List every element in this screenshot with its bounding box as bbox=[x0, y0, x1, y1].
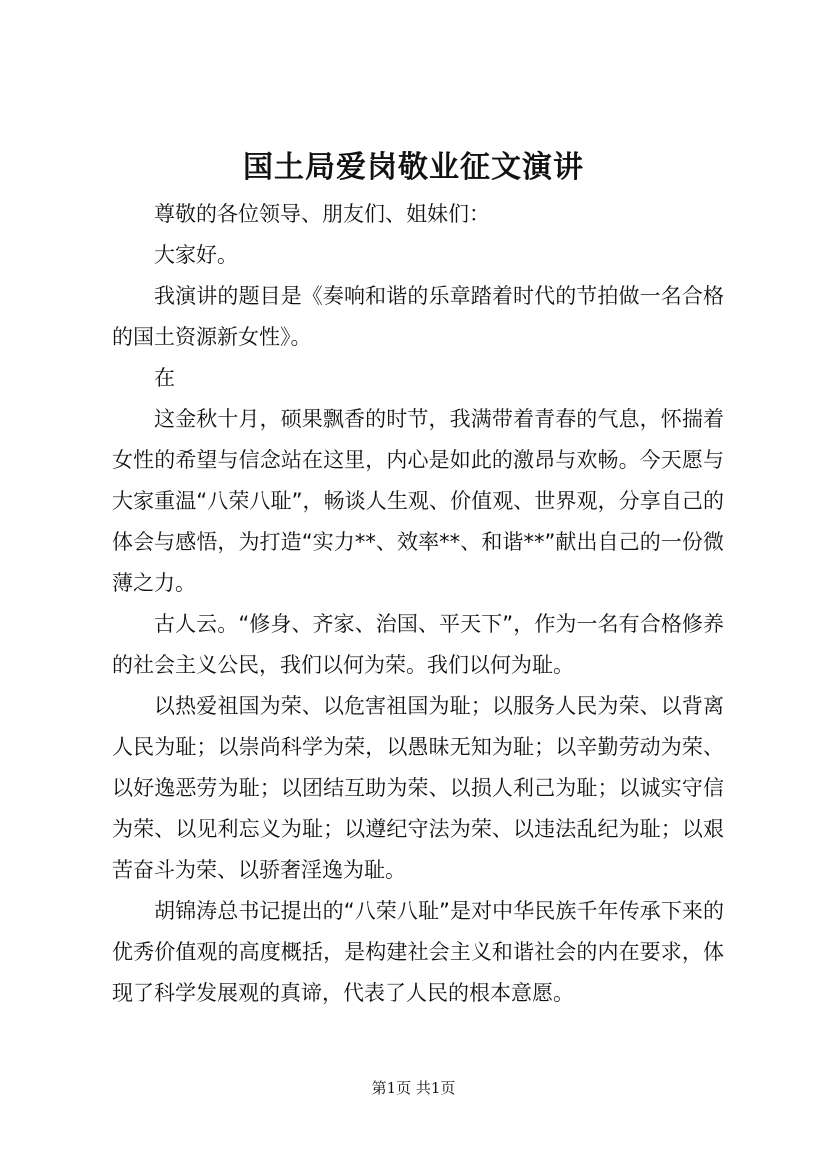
paragraph-greeting: 尊敬的各位领导、朋友们、姐妹们： bbox=[154, 202, 490, 226]
document-body bbox=[112, 194, 724, 1014]
paragraph-autumn: 这金秋十月，硕果飘香的时节，我满带着青春的气息，怀揣着女性的希望与信念站在这里，内心是如此的激昂与欢畅。今天愿与大家重温“八荣八耻”，畅谈人生观、价值观、世界观，分享自己的体会与感悟，为打造“实力**、效率**、和谐**”献出自己的一份微薄之力。 bbox=[112, 407, 724, 595]
paragraph-fragment: 在 bbox=[154, 366, 175, 390]
page-footer: 第1页 共1页 bbox=[371, 1079, 456, 1097]
paragraph-hello: 大家好。 bbox=[154, 243, 238, 267]
paragraph-honors: 以热爱祖国为荣、以危害祖国为耻；以服务人民为荣、以背离人民为耻；以崇尚科学为荣，以愚昧无知为耻；以辛勤劳动为荣、以好逸恶劳为耻；以团结互助为荣、以损人利己为耻；以诚实守信为荣、以见利忘义为耻；以遵纪守法为荣、以违法乱纪为耻；以艰苦奋斗为荣、以骄奢淫逸为耻。 bbox=[112, 694, 724, 882]
document-title: 国土局爱岗敬业征文演讲 bbox=[243, 150, 584, 185]
paragraph-ancients: 古人云。“修身、齐家、治国、平天下”，作为一名有合格修养的社会主义公民，我们以何为荣。我们以何为耻。 bbox=[112, 612, 724, 677]
paragraph-summary: 胡锦涛总书记提出的“八荣八耻”是对中华民族千年传承下来的优秀价值观的高度概括，是构建社会主义和谐社会的内在要求，体现了科学发展观的真谛，代表了人民的根本意愿。 bbox=[112, 899, 724, 1005]
paragraph-topic: 我演讲的题目是《奏响和谐的乐章踏着时代的节拍做一名合格的国土资源新女性》。 bbox=[112, 284, 724, 349]
